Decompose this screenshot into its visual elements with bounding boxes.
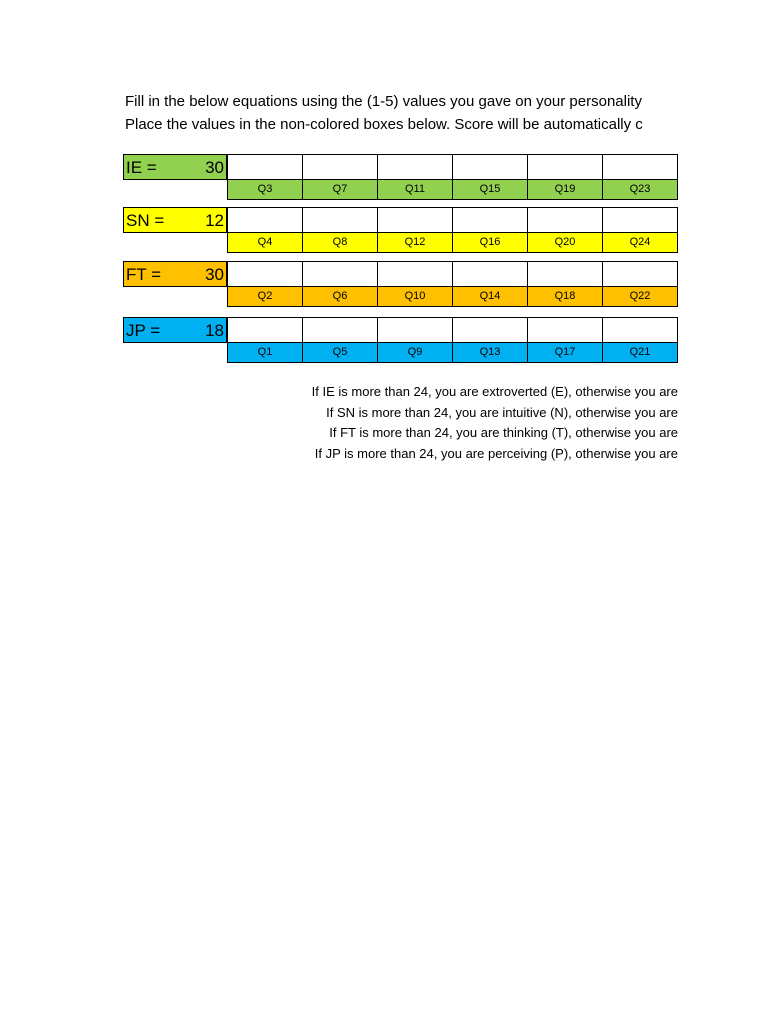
- input-box[interactable]: [302, 155, 377, 179]
- score-label-sn: [123, 207, 227, 233]
- question-cell: Q21: [602, 343, 677, 362]
- question-cell: Q1: [227, 343, 302, 362]
- score-label-ft: [123, 261, 227, 287]
- input-box[interactable]: [602, 208, 677, 232]
- input-box[interactable]: [452, 208, 527, 232]
- rule-sn: If SN is more than 24, you are intuitive (N), otherwise you are: [326, 404, 678, 420]
- question-row-jp: [227, 343, 678, 363]
- input-box[interactable]: [302, 208, 377, 232]
- score-block-jp: [123, 317, 678, 363]
- question-cell: Q14: [452, 287, 527, 306]
- question-cell: Q10: [377, 287, 452, 306]
- dimension-score: 18: [205, 321, 224, 340]
- question-row-sn: [227, 233, 678, 253]
- input-box[interactable]: [227, 262, 302, 286]
- question-cell: Q3: [227, 180, 302, 199]
- question-cell: Q17: [527, 343, 602, 362]
- rule-ie: If IE is more than 24, you are extroverted (E), otherwise you are: [311, 384, 678, 399]
- instruction-line-1: Fill in the below equations using the (1-5) values you gave on your personality: [125, 93, 642, 110]
- question-cell: Q9: [377, 343, 452, 362]
- score-block-sn: [123, 207, 678, 253]
- input-box[interactable]: [377, 262, 452, 286]
- question-cell: Q16: [452, 233, 527, 252]
- rule-ft: If FT is more than 24, you are thinking (T), otherwise you are: [329, 425, 678, 440]
- input-box[interactable]: [527, 262, 602, 286]
- question-cell: Q23: [602, 180, 677, 199]
- question-cell: Q24: [602, 233, 677, 252]
- input-box[interactable]: [527, 318, 602, 342]
- question-cell: Q13: [452, 343, 527, 362]
- question-cell: Q2: [227, 287, 302, 306]
- question-cell: Q15: [452, 180, 527, 199]
- input-box[interactable]: [527, 208, 602, 232]
- input-box[interactable]: [227, 208, 302, 232]
- input-box[interactable]: [602, 318, 677, 342]
- instruction-line-2: Place the values in the non-colored boxes below. Score will be automatically c: [125, 116, 643, 133]
- input-box[interactable]: [227, 318, 302, 342]
- input-box[interactable]: [452, 318, 527, 342]
- question-cell: Q11: [377, 180, 452, 199]
- question-cell: Q4: [227, 233, 302, 252]
- input-row-ie: [227, 154, 678, 180]
- input-box[interactable]: [302, 318, 377, 342]
- input-box[interactable]: [602, 262, 677, 286]
- input-box[interactable]: [602, 155, 677, 179]
- dimension-label: IE =: [126, 158, 157, 177]
- dimension-score: 12: [205, 211, 224, 230]
- score-label-jp: [123, 317, 227, 343]
- instructions: [125, 90, 678, 136]
- input-box[interactable]: [527, 155, 602, 179]
- score-block-ie: [123, 154, 678, 200]
- rule-jp: If JP is more than 24, you are perceiving (P), otherwise you are: [314, 445, 678, 461]
- dimension-label: FT =: [126, 265, 162, 284]
- question-cell: Q5: [302, 343, 377, 362]
- question-row-ft: [227, 287, 678, 307]
- input-box[interactable]: [227, 155, 302, 179]
- input-box[interactable]: [377, 208, 452, 232]
- dimension-score: 30: [205, 158, 224, 177]
- question-cell: Q18: [527, 287, 602, 306]
- question-cell: Q12: [377, 233, 452, 252]
- input-box[interactable]: [452, 262, 527, 286]
- input-row-ft: [227, 261, 678, 287]
- question-cell: Q6: [302, 287, 377, 306]
- dimension-label: SN =: [126, 211, 165, 230]
- question-cell: Q20: [527, 233, 602, 252]
- question-cell: Q19: [527, 180, 602, 199]
- score-block-ft: [123, 261, 678, 307]
- input-row-jp: [227, 317, 678, 343]
- question-cell: Q22: [602, 287, 677, 306]
- question-cell: Q7: [302, 180, 377, 199]
- question-row-ie: [227, 180, 678, 200]
- score-label-ie: [123, 154, 227, 180]
- dimension-label: JP =: [126, 321, 161, 340]
- question-cell: Q8: [302, 233, 377, 252]
- input-box[interactable]: [377, 318, 452, 342]
- result-rules: [230, 382, 678, 464]
- input-row-sn: [227, 207, 678, 233]
- input-box[interactable]: [377, 155, 452, 179]
- input-box[interactable]: [452, 155, 527, 179]
- dimension-score: 30: [205, 265, 224, 284]
- input-box[interactable]: [302, 262, 377, 286]
